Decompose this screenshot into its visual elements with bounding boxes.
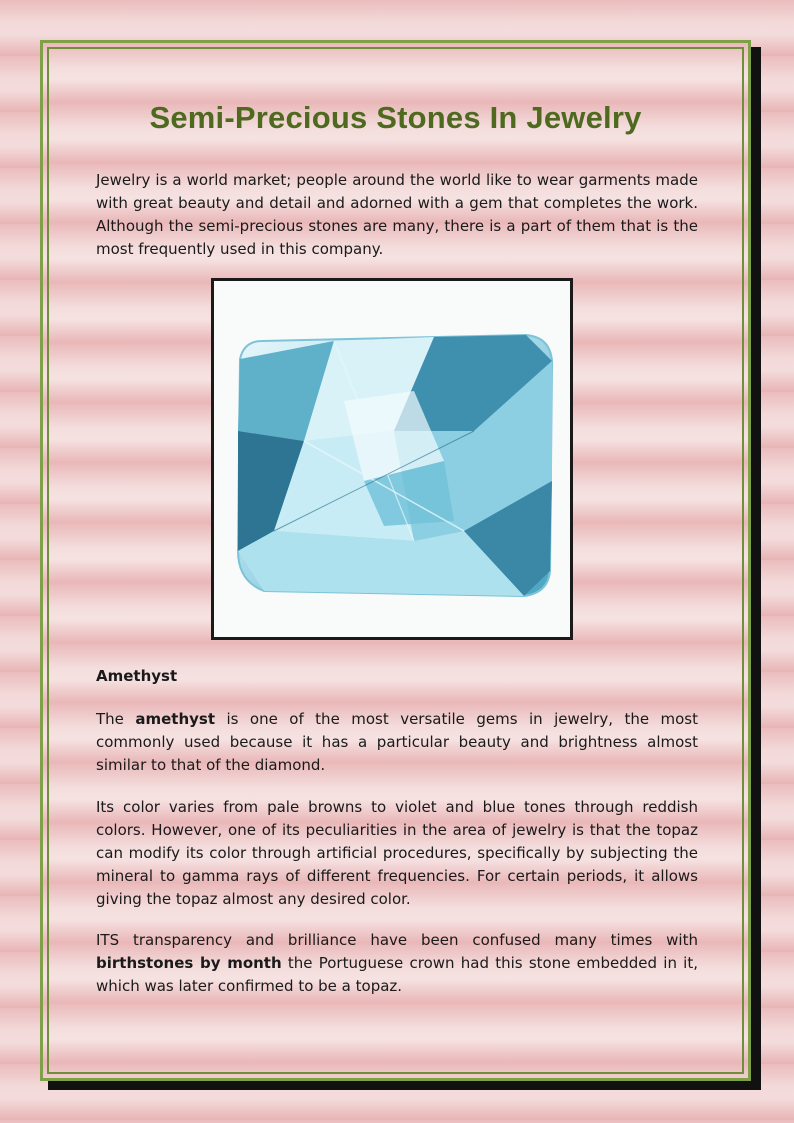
amethyst-paragraph [96, 708, 698, 777]
birthstones-link-text: birthstones by month [96, 954, 282, 972]
intro-text: Jewelry is a world market; people around the world like to wear garments made with great beauty and detail and adorned with a gem that completes the work. Although the semi-precious stones are many, there is a part of them that is the most frequently used in this company. [96, 171, 698, 258]
gemstone-icon [214, 281, 570, 637]
para1-text-start: The [96, 710, 136, 728]
para2-text: Its color varies from pale browns to violet and blue tones through reddish colors. However, one of its peculiarities in the area of jewelry is that the topaz can modify its color through artificial procedures, specifically by subjecting the mineral to gamma rays of different frequencies. For certain periods, it allows giving the topaz almost any desired color. [96, 798, 698, 908]
para3-text-end: the Portuguese crown had this stone embedded in it, which was later confirmed to be a topaz. [96, 954, 698, 995]
color-paragraph [96, 796, 698, 911]
gemstone-photo [211, 278, 573, 640]
para1-text-end: is one of the most versatile gems in jewelry, the most commonly used because it has a particular beauty and brightness almost similar to that of the diamond. [96, 710, 699, 774]
intro-paragraph [96, 169, 698, 261]
section-heading-amethyst: Amethyst [96, 667, 178, 685]
para3-text-start: ITS transparency and brilliance have been confused many times with [96, 931, 698, 949]
page-title: Semi-Precious Stones In Jewelry [149, 100, 642, 135]
para1-bold-term: amethyst [135, 710, 216, 728]
transparency-paragraph [96, 929, 698, 998]
